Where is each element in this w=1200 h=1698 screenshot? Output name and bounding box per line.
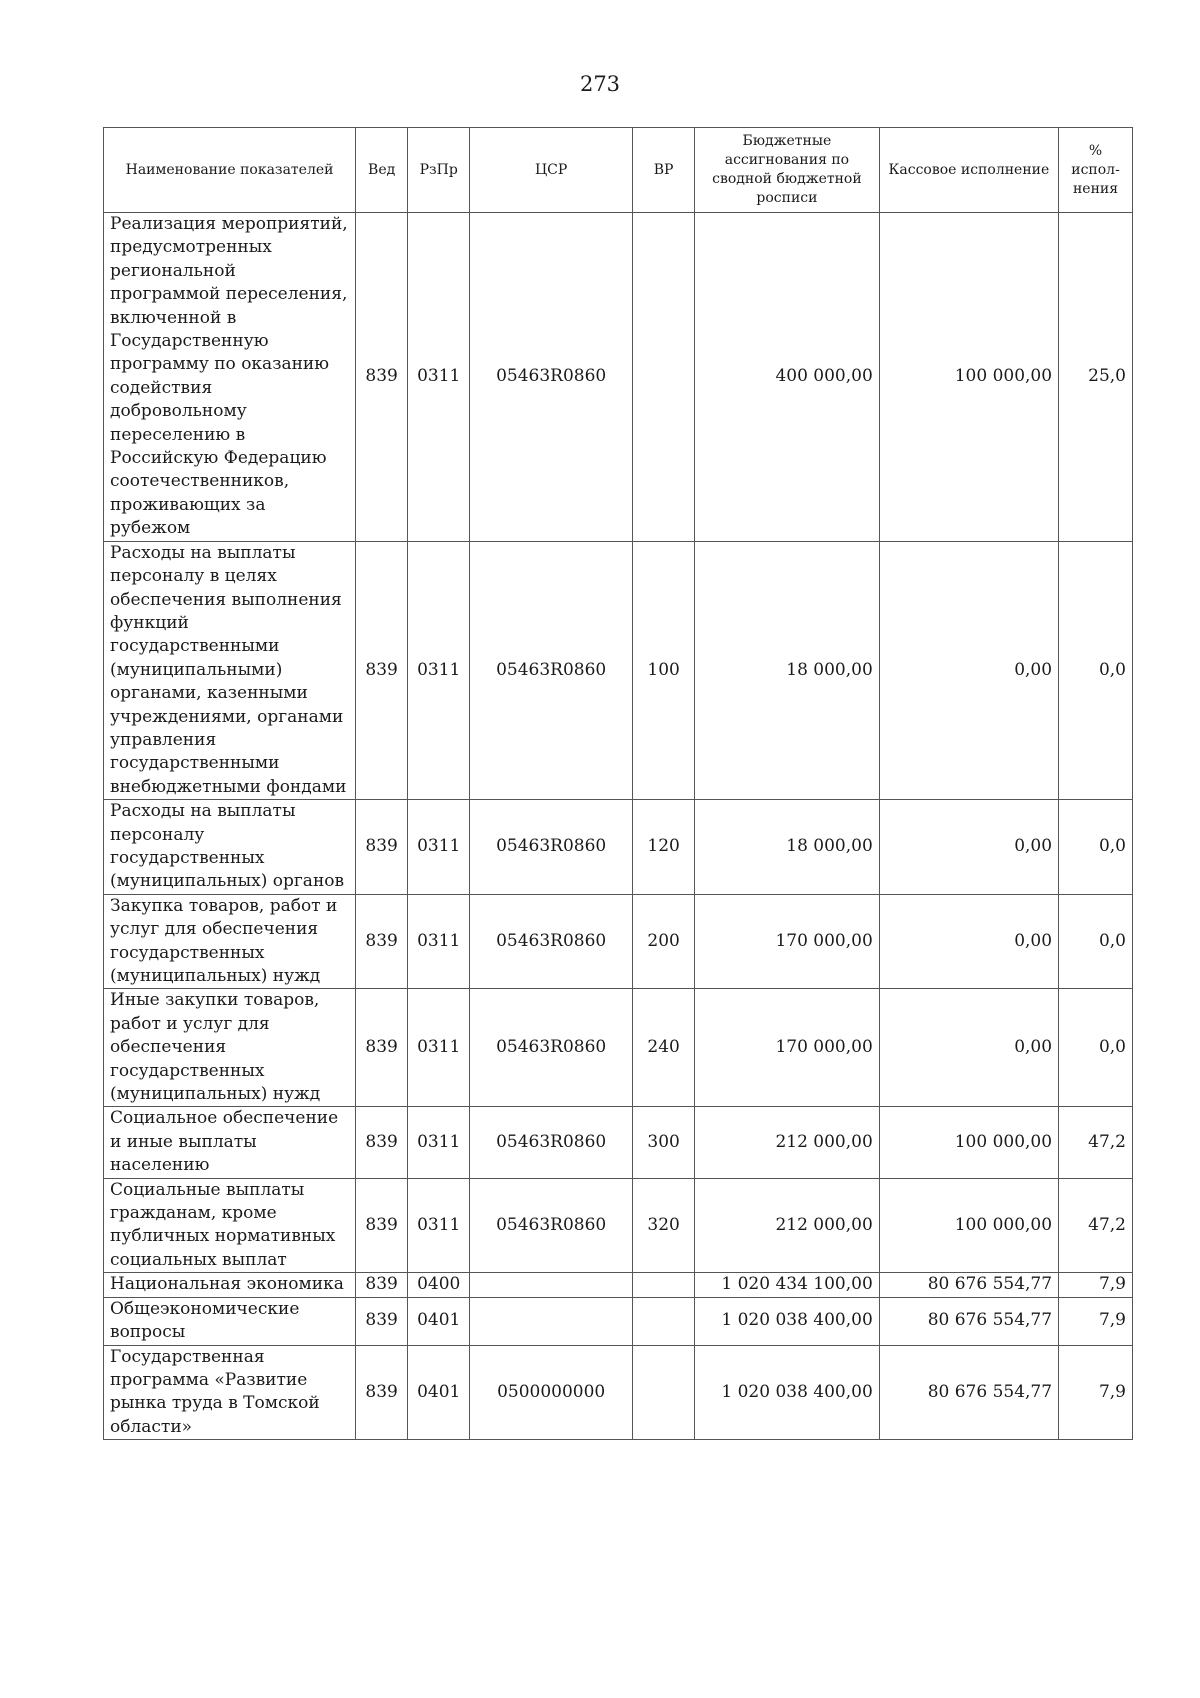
row-budget: 1 020 038 400,00 bbox=[695, 1297, 880, 1345]
row-ved: 839 bbox=[356, 541, 408, 799]
row-name: Реализация мероприятий, предусмотренных региональной программой переселения, включенной в Государственную программу по оказанию содействия добровольному переселению в Российскую Федерацию соотечественников, проживающих за рубежом bbox=[104, 213, 356, 542]
row-name: Закупка товаров, работ и услуг для обеспечения государственных (муниципальных) нужд bbox=[104, 894, 356, 989]
row-vr bbox=[633, 1273, 695, 1297]
row-cash: 0,00 bbox=[879, 800, 1058, 895]
row-csr: 05463R0860 bbox=[470, 989, 633, 1107]
row-ved: 839 bbox=[356, 213, 408, 542]
row-ved: 839 bbox=[356, 989, 408, 1107]
row-rzpr: 0401 bbox=[408, 1297, 470, 1345]
row-budget: 212 000,00 bbox=[695, 1178, 880, 1273]
row-rzpr: 0311 bbox=[408, 213, 470, 542]
table-row bbox=[104, 541, 1133, 799]
row-csr: 05463R0860 bbox=[470, 894, 633, 989]
row-cash: 80 676 554,77 bbox=[879, 1273, 1058, 1297]
row-cash: 100 000,00 bbox=[879, 1178, 1058, 1273]
row-name: Расходы на выплаты персоналу государственных (муниципальных) органов bbox=[104, 800, 356, 895]
row-pct: 7,9 bbox=[1059, 1273, 1133, 1297]
budget-execution-table bbox=[103, 127, 1133, 1440]
row-ved: 839 bbox=[356, 1345, 408, 1440]
row-cash: 0,00 bbox=[879, 989, 1058, 1107]
row-rzpr: 0311 bbox=[408, 894, 470, 989]
row-name: Социальные выплаты гражданам, кроме публичных нормативных социальных выплат bbox=[104, 1178, 356, 1273]
row-rzpr: 0400 bbox=[408, 1273, 470, 1297]
row-name: Общеэкономические вопросы bbox=[104, 1297, 356, 1345]
row-budget: 170 000,00 bbox=[695, 894, 880, 989]
row-csr: 05463R0860 bbox=[470, 213, 633, 542]
row-name: Государственная программа «Развитие рынка труда в Томской области» bbox=[104, 1345, 356, 1440]
row-budget: 400 000,00 bbox=[695, 213, 880, 542]
row-cash: 0,00 bbox=[879, 894, 1058, 989]
row-name: Социальное обеспечение и иные выплаты населению bbox=[104, 1107, 356, 1178]
table-row bbox=[104, 213, 1133, 542]
row-vr bbox=[633, 213, 695, 542]
row-vr: 120 bbox=[633, 800, 695, 895]
table-row bbox=[104, 894, 1133, 989]
row-pct: 47,2 bbox=[1059, 1178, 1133, 1273]
row-pct: 7,9 bbox=[1059, 1297, 1133, 1345]
row-budget: 18 000,00 bbox=[695, 541, 880, 799]
row-rzpr: 0311 bbox=[408, 1107, 470, 1178]
header-row bbox=[104, 128, 1133, 213]
table-body bbox=[104, 213, 1133, 1440]
header-rzpr: РзПр bbox=[408, 128, 470, 213]
table-row bbox=[104, 1345, 1133, 1440]
row-ved: 839 bbox=[356, 800, 408, 895]
row-rzpr: 0401 bbox=[408, 1345, 470, 1440]
row-vr bbox=[633, 1297, 695, 1345]
header-budget: Бюджетные ассигнования по сводной бюджетной росписи bbox=[695, 128, 880, 213]
table-row bbox=[104, 800, 1133, 895]
row-budget: 18 000,00 bbox=[695, 800, 880, 895]
row-budget: 1 020 038 400,00 bbox=[695, 1345, 880, 1440]
table-row bbox=[104, 989, 1133, 1107]
header-ved: Вед bbox=[356, 128, 408, 213]
row-vr: 300 bbox=[633, 1107, 695, 1178]
row-rzpr: 0311 bbox=[408, 1178, 470, 1273]
row-cash: 0,00 bbox=[879, 541, 1058, 799]
page-number: 273 bbox=[579, 72, 621, 96]
row-budget: 212 000,00 bbox=[695, 1107, 880, 1178]
table-header bbox=[104, 128, 1133, 213]
row-csr: 05463R0860 bbox=[470, 1178, 633, 1273]
row-rzpr: 0311 bbox=[408, 989, 470, 1107]
row-csr: 05463R0860 bbox=[470, 541, 633, 799]
row-ved: 839 bbox=[356, 1297, 408, 1345]
header-vr: ВР bbox=[633, 128, 695, 213]
header-cash: Кассовое исполнение bbox=[879, 128, 1058, 213]
table-row bbox=[104, 1107, 1133, 1178]
row-rzpr: 0311 bbox=[408, 800, 470, 895]
header-csr: ЦСР bbox=[470, 128, 633, 213]
row-pct: 25,0 bbox=[1059, 213, 1133, 542]
row-vr: 100 bbox=[633, 541, 695, 799]
row-csr: 0500000000 bbox=[470, 1345, 633, 1440]
row-vr: 200 bbox=[633, 894, 695, 989]
row-csr bbox=[470, 1273, 633, 1297]
row-name: Иные закупки товаров, работ и услуг для обеспечения государственных (муниципальных) нужд bbox=[104, 989, 356, 1107]
row-vr: 240 bbox=[633, 989, 695, 1107]
row-name: Национальная экономика bbox=[104, 1273, 356, 1297]
row-ved: 839 bbox=[356, 894, 408, 989]
row-pct: 47,2 bbox=[1059, 1107, 1133, 1178]
row-cash: 80 676 554,77 bbox=[879, 1345, 1058, 1440]
row-ved: 839 bbox=[356, 1178, 408, 1273]
row-rzpr: 0311 bbox=[408, 541, 470, 799]
row-budget: 1 020 434 100,00 bbox=[695, 1273, 880, 1297]
row-ved: 839 bbox=[356, 1273, 408, 1297]
header-name: Наименование показателей bbox=[104, 128, 356, 213]
row-ved: 839 bbox=[356, 1107, 408, 1178]
row-budget: 170 000,00 bbox=[695, 989, 880, 1107]
row-pct: 0,0 bbox=[1059, 989, 1133, 1107]
row-cash: 100 000,00 bbox=[879, 213, 1058, 542]
table-row bbox=[104, 1178, 1133, 1273]
row-pct: 7,9 bbox=[1059, 1345, 1133, 1440]
row-cash: 80 676 554,77 bbox=[879, 1297, 1058, 1345]
row-csr: 05463R0860 bbox=[470, 1107, 633, 1178]
row-cash: 100 000,00 bbox=[879, 1107, 1058, 1178]
row-vr: 320 bbox=[633, 1178, 695, 1273]
table-row bbox=[104, 1273, 1133, 1297]
row-name: Расходы на выплаты персоналу в целях обеспечения выполнения функций государственными (муниципальными) органами, казенными учреждениями, органами управления государственными внебюджетными фондами bbox=[104, 541, 356, 799]
row-csr: 05463R0860 bbox=[470, 800, 633, 895]
row-pct: 0,0 bbox=[1059, 541, 1133, 799]
row-pct: 0,0 bbox=[1059, 800, 1133, 895]
row-pct: 0,0 bbox=[1059, 894, 1133, 989]
header-pct: % испол-нения bbox=[1059, 128, 1133, 213]
row-csr bbox=[470, 1297, 633, 1345]
row-vr bbox=[633, 1345, 695, 1440]
table-row bbox=[104, 1297, 1133, 1345]
